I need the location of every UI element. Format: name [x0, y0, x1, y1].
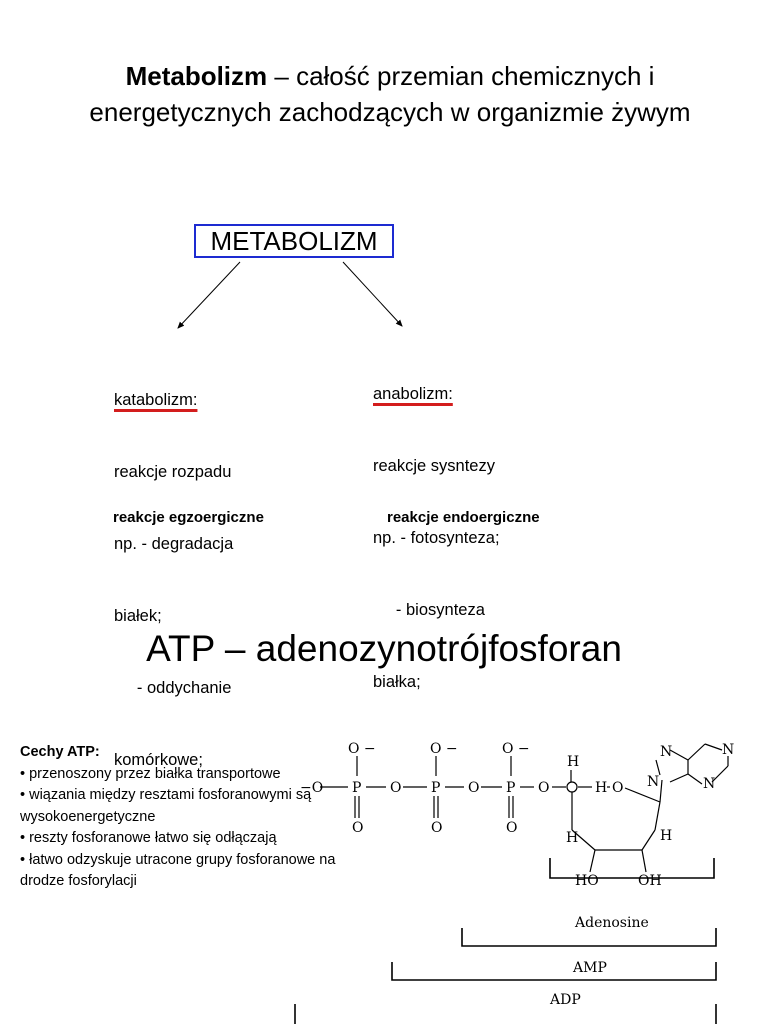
- atom-label: N: [722, 742, 735, 758]
- atom-label: O: [468, 780, 480, 796]
- atom-label: O −: [430, 741, 458, 757]
- atp-structure: [290, 730, 760, 1024]
- catabolism-line: reakcje rozpadu: [114, 463, 232, 481]
- atom-label: OH: [638, 873, 662, 889]
- metabolism-definition: – całość przemian chemicznych i energetycznych zachodzących w organizmie żywym: [89, 61, 691, 127]
- atom-label: O: [506, 820, 518, 836]
- atom-label: N: [703, 776, 716, 792]
- atom-label: N: [647, 774, 660, 790]
- catabolism-line: np. - degradacja: [114, 535, 234, 553]
- catabolism-block: [114, 340, 233, 796]
- diagram-arrows: [0, 0, 768, 340]
- anabolism-line: np. - fotosynteza;: [373, 529, 500, 547]
- atom-label: O: [538, 780, 550, 796]
- atp-feature-item: • przenoszony przez białka transportowe: [20, 765, 281, 782]
- atom-label: P: [431, 780, 441, 796]
- atom-label: H: [595, 780, 608, 796]
- atom-label: O: [612, 780, 624, 796]
- atp-title: ATP – adenozynotrójfosforan: [146, 628, 622, 669]
- catabolism-line: - oddychanie: [114, 679, 232, 697]
- catabolism-line: komórkowe;: [114, 751, 203, 769]
- atom-label: H: [567, 754, 580, 770]
- atom-label: O −: [502, 741, 530, 757]
- adenosine-label: Adenosine: [575, 915, 649, 931]
- atp-feature-item: • łatwo odzyskuje utracone grupy fosforanowe na drodze fosforylacji: [20, 851, 336, 889]
- atp-feature-item: • reszty fosforanowe łatwo się odłączają: [20, 830, 277, 846]
- atom-label: H: [566, 830, 579, 846]
- arrow-to-catabolism: [178, 262, 240, 328]
- anabolism-line: reakcje sysntezy: [373, 457, 495, 475]
- anabolism-line: białka;: [373, 673, 421, 691]
- atom-label: O −: [348, 741, 376, 757]
- metabolism-box-label: METABOLIZM: [210, 226, 378, 256]
- atp-feature-item: • wiązania między resztami fosforanowymi są wysokoenergetyczne: [20, 787, 312, 825]
- atom-label: O: [431, 820, 443, 836]
- endergonic-label: reakcje endoergiczne: [387, 509, 540, 526]
- atom-label: −O: [300, 780, 324, 796]
- catabolism-heading: katabolizm:: [114, 391, 198, 409]
- atom-label: P: [506, 780, 516, 796]
- atom-label: N: [660, 744, 673, 760]
- atom-label: P: [352, 780, 362, 796]
- atom-label: O: [352, 820, 364, 836]
- amp-label: AMP: [573, 960, 607, 976]
- atp-features-heading: Cechy ATP:: [20, 744, 100, 760]
- arrow-to-anabolism: [343, 262, 402, 326]
- exergonic-label: reakcje egzoergiczne: [113, 509, 264, 526]
- atom-label: H: [660, 828, 673, 844]
- adp-label: ADP: [550, 992, 581, 1008]
- anabolism-line: - biosynteza: [373, 601, 485, 619]
- atom-label: O: [390, 780, 402, 796]
- atom-label: HO: [575, 873, 599, 889]
- metabolism-term: Metabolizm: [125, 61, 268, 91]
- anabolism-heading: anabolizm:: [373, 385, 453, 403]
- catabolism-line: białek;: [114, 607, 162, 625]
